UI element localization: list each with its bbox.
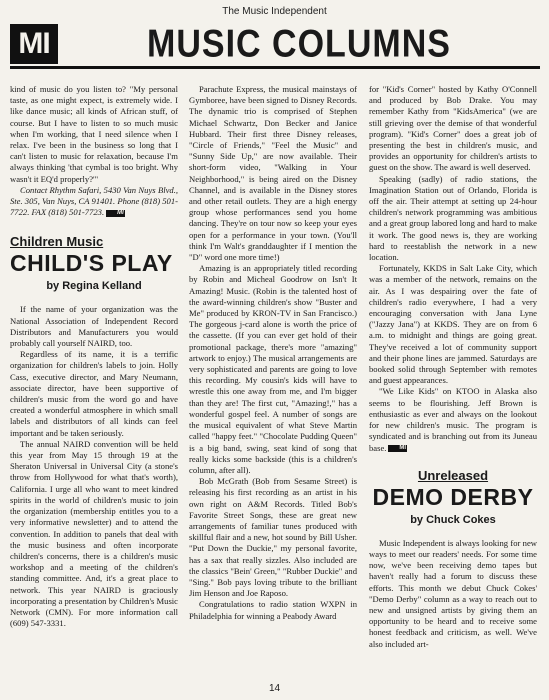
article-paragraph: Amazing is an appropriately titled recording by Robin and Micheal Goodrow on Isn't It Amazing! Music. (Robin is the talented host of the award-winning children's show "Buster and Me" produced by KRON-TV in San Francisco.) The gorgeous j-card alone is worth the price of the cassette. (If you can ever get hold of their promotional package, there's more "amazing" artwork to enjoy.) The musical arrangements are very sophisticated and parents are going to love this recording. My cousin's kids will have to wrestle this one away from me, and I'm bigger than they are! The first cut, "Amazing!," has a wonderful gospel feel. A number of songs are the musical equivalent of what Steve Martin called "happy feet." "Chocolate Pudding Queen" is a big band, swing, seat kind of song that really kicks some backside (this is a children's column, after all).: [189, 263, 357, 475]
article-paragraph-text: "We Like Kids" on KTOO in Alaska also seems to be flourishing. Jeff Brown is enthusiastic as ever and always on the lookout for new children's music. The program is syndicated and is branching out from its Juneau base.: [369, 386, 537, 453]
children-music-header: [10, 234, 178, 294]
article-kicker: Children Music: [10, 234, 104, 250]
article-paragraph: Parachute Express, the musical mainstays of Gymboree, have been signed to Disney Records. The dynamic trio is comprised of Stephen Michael Schwartz, Don Becker and Janice Hubbard. Their first three Disney releases, "Circle of Friends," "Feel the Music" and "Sunny Side Up," are now available. Their short-form video, "Walking in Your Neighborhood," is being aired on the Disney Channel, and is available in the Disney stores and other retail outlets. They are a high energy group whose performances send you home dancing. They're on tour now so keep your eyes open for a performance in your town. (You'll think I'm Walt's granddaughter if I mention the "D" word one more time!): [189, 84, 357, 263]
column-3: [369, 84, 537, 650]
contact-info: [10, 185, 178, 219]
page-number: 14: [268, 683, 281, 694]
contact-text: Contact Rhythm Safari, 5430 Van Nuys Blvd., Ste. 305, Van Nuys, CA 91401. Phone (818) 501-7722. FAX (818) 501-7723.: [10, 184, 178, 218]
end-mark-icon: MI: [388, 445, 407, 452]
column-2: [189, 84, 357, 622]
article-paragraph: Congratulations to radio station WXPN in Philadelphia for winning a Peabody Award: [189, 599, 357, 621]
end-mark-icon: MI: [106, 210, 125, 217]
article-paragraph: Bob McGrath (Bob from Sesame Street) is releasing his first recording as an artist in his own right on A&M Records. Titled Bob's Favorite Street Songs, these are great new arrangements of familiar tunes produced with skillful flair and a new, hot sound by Bill Usher. "Put Down the Duckie," my personal favorite, has a sax that really sizzles. Also included are the classics "Bein' Green," "Rubber Duckie" and "Sing." Bob pays loving tribute to the brilliant Jim Henson and Joe Raposo.: [189, 476, 357, 599]
article-byline: by Chuck Cokes: [410, 513, 496, 526]
unreleased-header: [369, 468, 537, 528]
running-head: The Music Independent: [222, 6, 327, 17]
article-kicker: Unreleased: [417, 467, 489, 483]
article-paragraph: [369, 386, 537, 453]
article-paragraph: Music Independent is always looking for new ways to meet our readers' needs. For some time now, we've been receiving demo tapes but haven't really had a forum to discuss these efforts. This month we debut Chuck Cokes' "Demo Derby" column as a way to reach out to new and unsigned artists by giving them an opportunity to be heard and to receive some honest feedback and criticism, as well. We've also included art-: [369, 537, 537, 649]
article-paragraph: for "Kid's Corner" hosted by Kathy O'Connell and produced by Bob Drake. You may remember Kathy from "KidsAmerica" (we are still grieving over the demise of that wonderful program). "Kid's Corner" does a great job of presenting the best in children's music, and provides an opportunity for children's artists to guest on the show. The award is well deserved.: [369, 84, 537, 173]
section-title: MUSIC COLUMNS: [147, 21, 451, 66]
article-paragraph: Fortunately, KKDS in Salt Lake City, which was a member of the network, remains on the air. As I was despairing over the fate of children's radio everywhere, I had a very encouraging conversation with Jana Lyne ("Jazzy Jana") at KKDS. They are on from 6 a.m. to midnight and things are going great. They've received a lot of community support and their phone lines are jammed. Saturdays are booked solid through September with remotes and guest appearances.: [369, 263, 537, 386]
article-paragraph: Speaking (sadly) of radio stations, the Imagination Station out of Orlando, Florida is off the air. Their attempt at setting up 24-hour children's network programming was ambitious and a great group labored long and hard to make it work. The good news is, they are working hard to reestablish the network in a new location.: [369, 173, 537, 263]
article-headline: DEMO DERBY: [372, 483, 534, 510]
masthead: [10, 22, 540, 69]
article-paragraph: If the name of your organization was the National Association of Independent Record Distributors and Manufacturers you would probably call yourself NAIRD, too.: [10, 304, 178, 349]
continued-text: kind of music do you listen to? "My personal taste, as one might expect, is extremely wide. I like dance music; all kinds of African stuff, of course. But I have to listen to so much music when I'm working, that I need silence when I relax. I've been in the business so long that I can't listen to music for relaxation, because I'm always thinking 'that cymbal is too bright. Why wasn't it EQ'd properly?'": [10, 84, 178, 184]
article-paragraph: Regardless of its name, it is a terrific organization for children's labels to join. Holly Cass, executive director, and Mary Neumann, associate director, have been supportive of children's music from the word go and have created a wonderful atmosphere in which small labels and distributors of all kinds can feel important and be taken seriously.: [10, 349, 178, 438]
article-paragraph: The annual NAIRD convention will be held this year from May 15 through 19 at the Sheraton Universal in Universal City (a stone's throw from Hollywood for what that's worth), California. I urge all who want to meet kindred spirits in the world of children's music to join the organization (membership entitles you to a very informative newsletter) and to attend the convention. In addition to panels that deal with the music business and often incorporate children's concerns, there is a children's music workshop and a meeting of the children's standing committee. And, it's a great place to network. This year NAIRD is graciously incorporating a presentation by Children's Music Network (CMN). For more information call (609) 547-3331.: [10, 438, 178, 629]
article-headline: CHILD'S PLAY: [10, 250, 173, 277]
mi-logo: MI: [10, 24, 58, 64]
article-byline: by Regina Kelland: [46, 280, 142, 293]
column-1: [10, 84, 178, 629]
